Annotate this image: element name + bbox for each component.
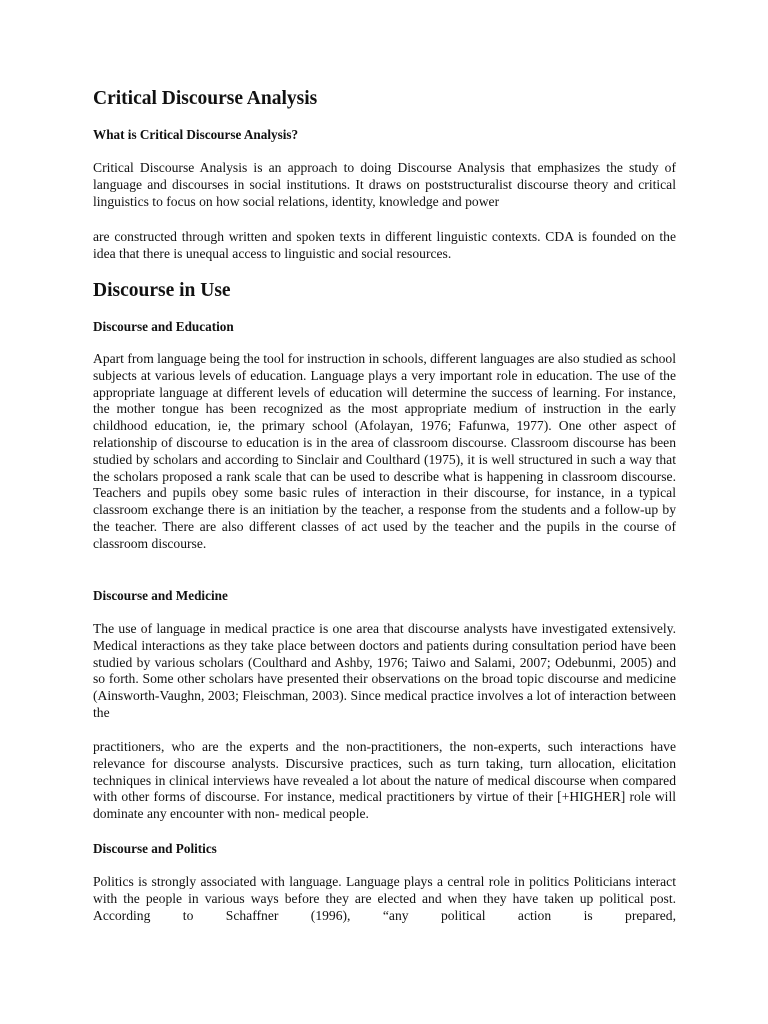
intro-paragraph-2: are constructed through written and spoken texts in different linguistic contexts. CDA is founded on the idea that there is unequal access to linguistic and social resources. [93, 229, 676, 261]
education-paragraph: Apart from language being the tool for instruction in schools, different languages are also studied as school subjects at various levels of education. Language plays a very important role in education. The use of the appropriate language at different levels of education will determine the success of learning. For instance, the mother tongue has been recognized as the most appropriate medium of instruction in the early childhood education, ie, the primary school (Afolayan, 1976; Fafunwa, 1977). One other aspect of relationship of discourse to education is in the area of classroom discourse. Classroom discourse has been studied by scholars and according to Sinclair and Coulthard (1975), it is well structured in such a way that the scholars proposed a rank scale that can be used to describe what is happening in classroom discourse. Teachers and pupils obey some basic rules of interaction in their discourse, for instance, in a typical classroom exchange there is an initiation by the teacher, a response from the students and a follow-up by the teacher. There are also different classes of act used by the teacher and the pupils in the course of classroom discourse. [93, 351, 676, 551]
intro-paragraph-1: Critical Discourse Analysis is an approach to doing Discourse Analysis that emphasizes the study of language and discourses in social institutions. It draws on poststructuralist discourse theory and critical linguistics to focus on how social relations, identity, knowledge and power [93, 160, 676, 209]
medicine-heading: Discourse and Medicine [93, 588, 228, 603]
medicine-paragraph-1: The use of language in medical practice is one area that discourse analysts have investigated extensively. Medical interactions as they take place between doctors and patients during consultation period have been studied by various scholars (Coulthard and Ashby, 1976; Taiwo and Salami, 2007; Odebunmi, 2005) and so forth. Some other scholars have presented their observations on the broad topic discourse and medicine (Ainsworth-Vaughn, 2003; Fleischman, 2003). Since medical practice involves a lot of interaction between the [93, 621, 676, 720]
question-heading: What is Critical Discourse Analysis? [93, 127, 299, 142]
politics-paragraph: Politics is strongly associated with language. Language plays a central role in politics Politicians interact with the people in various ways before they are elected and when they have taken up political post. According to Schaffner (1996), “any political action is prepared, [93, 874, 676, 923]
section-title: Discourse in Use [93, 280, 231, 301]
politics-heading: Discourse and Politics [93, 841, 217, 856]
document-title: Critical Discourse Analysis [93, 88, 318, 109]
medicine-paragraph-2: practitioners, who are the experts and the non-practitioners, the non-experts, such interactions have relevance for discourse analysts. Discursive practices, such as turn taking, turn allocation, elicitation techniques in clinical interviews have revealed a lot about the nature of medical discourse when compared with other forms of discourse. For instance, medical practitioners by virtue of their [+HIGHER] role will dominate any encounter with non- medical people. [93, 739, 676, 822]
education-heading: Discourse and Education [93, 319, 234, 334]
